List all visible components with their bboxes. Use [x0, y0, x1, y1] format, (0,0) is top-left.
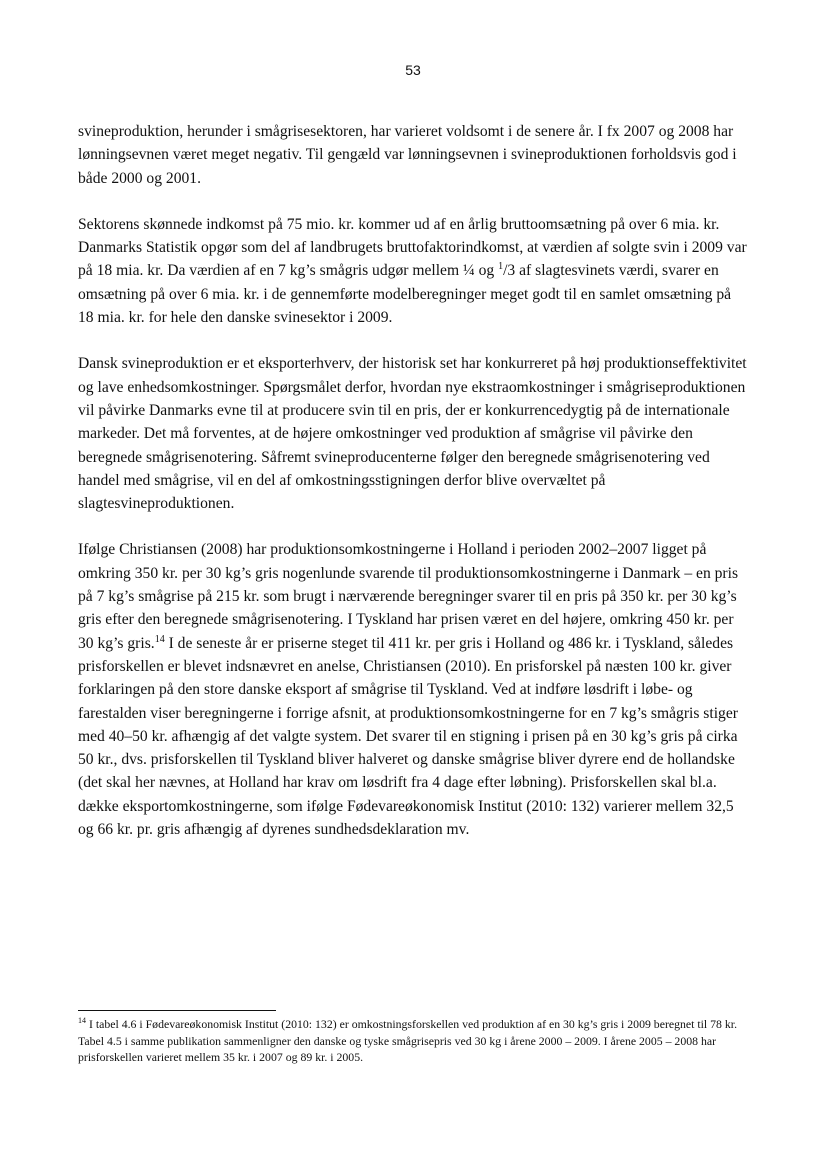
paragraph-indkomst-text-2: /3 af slagtesvinets værdi, svarer en omsætning på over 6 mia. kr. i de gennemførte modelberegninger meget godt til en samlet omsætning på 18 mia. kr. for hele den danske svinesektor i 2009.	[78, 262, 732, 327]
paragraph-prisforskel-text-2: I de seneste år er priserne steget til 411 kr. per gris i Holland og 486 kr. i Tyskland, således prisforskellen er blevet indsnævret en anelse, Christiansen (2010). En prisforskel på næsten 100 kr. giver forklaringen på den store danske eksport af smågrise til Tyskland. Ved at indføre løsdrift i løbe- og farestalden viser beregningerne i forrige afsnit, at produktionsomkostningerne for en 7 kg’s smågris stiger med 40–50 kr. afhængig af det valgte system. Det svarer til en stigning i prisen på en 30 kg’s gris på cirka 50 kr., dvs. prisforskellen til Tyskland bliver halveret og danske smågrise bliver dyrere end de hollandske (det skal her nævnes, at Holland har krav om løsdrift fra 4 dage efter løbning). Prisforskellen skal bl.a. dække eksportomkostningerne, som ifølge Fødevareøkonomisk Institut (2010: 132) varierer mellem 32,5 og 66 kr. pr. gris afhængig af dyrenes sundhedsdeklaration mv.	[78, 634, 738, 839]
fraction-numerator: 1	[498, 261, 504, 273]
paragraph-prisforskel-text-1: Ifølge Christiansen (2008) har produktionsomkostningerne i Holland i perioden 2002–2007 ligget på omkring 350 kr. per 30 kg’s gris nogenlunde svarende til produktionsomkostningerne i Danmark – en pris på 7 kg’s smågrise på 215 kr. som brugt i nærværende beregninger svarer til en pris på 350 kr. per 30 kg’s gris efter den beregnede smågrisenotering. I Tyskland har prisen været en del højere, omkring 450 kr. per 30 kg’s gris.	[78, 541, 739, 652]
footnote	[78, 1016, 748, 1066]
footnote-14	[78, 1016, 748, 1066]
paragraph-indkomst	[78, 213, 748, 329]
paragraph-eksport: Dansk svineproduktion er et eksporterhverv, der historisk set har konkurreret på høj produktionseffektivitet og lave enhedsomkostninger. Spørgsmålet derfor, hvordan nye ekstraomkostninger i smågriseproduktionen vil påvirke Danmarks evne til at producere svin til en pris, der er konkurrencedygtig på de internationale markeder. Det må forventes, at de højere omkostninger ved produktion af smågrise vil påvirke den beregnede smågrisenotering. Såfremt svineproducenterne følger den beregnede smågrisenotering ved handel med smågrise, vil en del af omkostningsstigningen derfor blive overvæltet på slagtesvineproduktionen.	[78, 355, 747, 513]
footnote-separator	[78, 1010, 276, 1011]
paragraph-indkomst-text-1: Sektorens skønnede indkomst på 75 mio. kr. kommer ud af en årlig bruttoomsætning på over 6 mia. kr. Danmarks Statistik opgør som del af landbrugets bruttofaktorindkomst, at værdien af solgte svin i 2009 var på 18 mia. kr. Da værdien af en 7 kg’s smågris udgør mellem ¼ og	[78, 215, 747, 280]
paragraph-lonningsevne: svineproduktion, herunder i smågrisesektoren, har varieret voldsomt i de senere år. I fx 2007 og 2008 har lønningsevnen været meget negativ. Til gengæld var lønningsevnen i svineproduktionen forholdsvis god i både 2000 og 2001.	[78, 123, 737, 187]
footnote-marker: 14	[78, 1016, 86, 1025]
body-text	[78, 120, 748, 841]
paragraph-prisforskel	[78, 538, 748, 841]
footnote-reference: 14	[154, 633, 165, 645]
footnote-text: I tabel 4.6 i Fødevareøkonomisk Institut (2010: 132) er omkostningsforskellen ved produktion af en 30 kg’s gris i 2009 beregnet til 78 kr. Tabel 4.5 i samme publikation sammenligner den danske og tyske smågrisepris ved 30 kg i årene 2000 – 2009. I årene 2005 – 2008 har prisforskellen varieret mellem 35 kr. i 2007 og 89 kr. i 2005.	[78, 1017, 738, 1064]
page-number: 53	[405, 62, 421, 78]
